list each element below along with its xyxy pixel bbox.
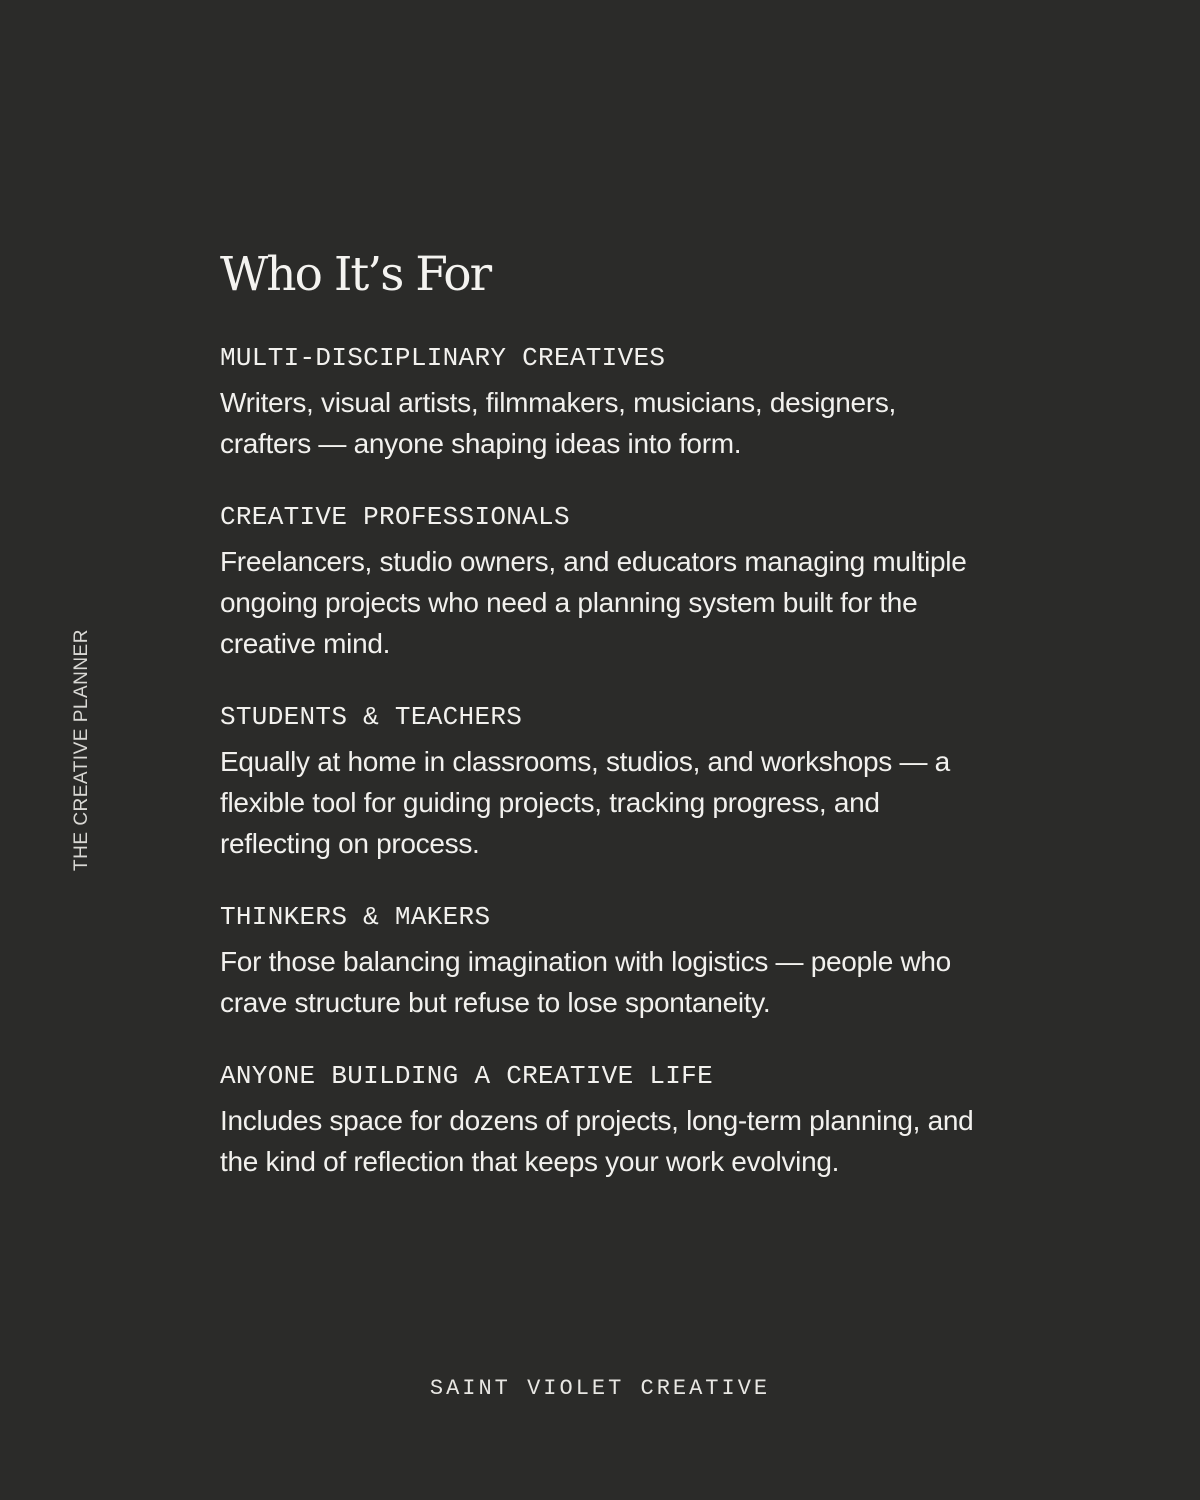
section-heading: CREATIVE PROFESSIONALS (220, 502, 570, 532)
page-title: Who It’s For (220, 247, 491, 302)
section-heading: THINKERS & MAKERS (220, 902, 491, 932)
section-body: Writers, visual artists, filmmakers, musicians, designers, crafters — anyone shaping ideas into form. (220, 387, 897, 459)
section-body: Equally at home in classrooms, studios, and workshops — a flexible tool for guiding projects, tracking progress, and reflecting on process. (220, 746, 950, 859)
main-content (220, 244, 980, 1219)
section-body: Includes space for dozens of projects, long-term planning, and the kind of reflection that keeps your work evolving. (220, 1105, 974, 1177)
brand-footer: SAINT VIOLET CREATIVE (429, 1376, 771, 1401)
section-thinkers-makers (220, 901, 980, 1023)
section-heading: ANYONE BUILDING A CREATIVE LIFE (220, 1061, 713, 1091)
section-heading: MULTI-DISCIPLINARY CREATIVES (220, 343, 666, 373)
section-heading: STUDENTS & TEACHERS (220, 702, 523, 732)
section-anyone-building-creative-life (220, 1060, 980, 1182)
section-multi-disciplinary-creatives (220, 342, 980, 464)
section-body: Freelancers, studio owners, and educators managing multiple ongoing projects who need a planning system built for the creative mind. (220, 546, 967, 659)
side-label: THE CREATIVE PLANNER (71, 629, 92, 871)
section-creative-professionals (220, 501, 980, 664)
section-students-teachers (220, 701, 980, 864)
section-body: For those balancing imagination with logistics — people who crave structure but refuse to lose spontaneity. (220, 946, 951, 1018)
